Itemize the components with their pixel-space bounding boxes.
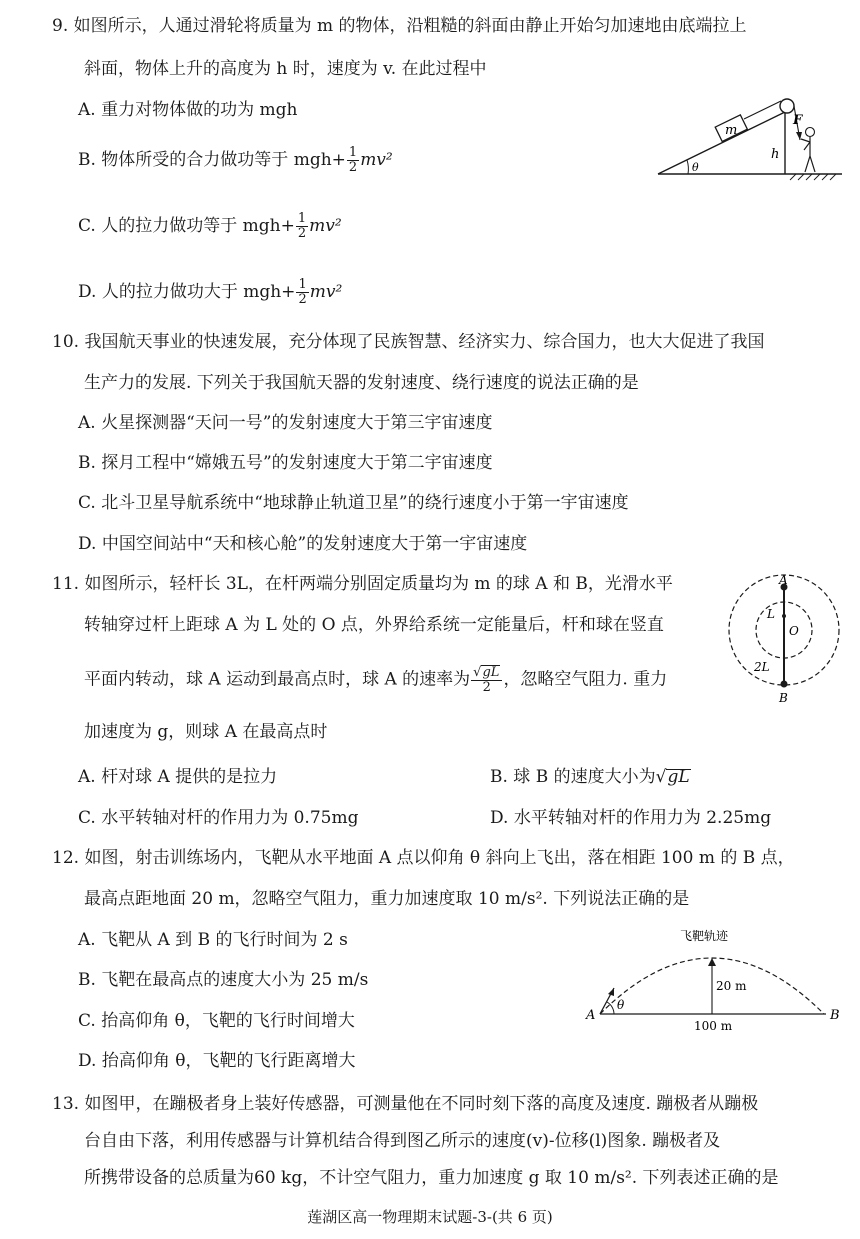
q9-height-label: h	[771, 147, 780, 162]
q11-speed-fraction: $\frac{√gL}{2}$	[471, 665, 502, 695]
q12-trajectory-title: 飞靶轨迹	[680, 929, 729, 943]
q9-option-d-mv2: mv²	[309, 282, 343, 302]
q12-angle-label: θ	[617, 998, 625, 1012]
q12-option-b: B. 飞靶在最高点的速度大小为 25 m/s	[78, 970, 369, 990]
q11-rod-rotation-diagram	[722, 568, 846, 708]
q9-incline-diagram	[650, 92, 850, 188]
q11-ball-a-label: A	[779, 573, 788, 587]
q9-option-d-fraction: $\frac{1}{2}$	[298, 277, 307, 307]
q10-stem-line2: 生产力的发展. 下列关于我国航天器的发射速度、绕行速度的说法正确的是	[84, 373, 639, 393]
q11-option-c: C. 水平转轴对杆的作用力为 0.75mg	[78, 808, 359, 828]
q11-stem-line4: 加速度为 g，则球 A 在最高点时	[84, 722, 328, 742]
q10-option-c: C. 北斗卫星导航系统中“地球静止轨道卫星”的绕行速度小于第一宇宙速度	[78, 493, 629, 513]
q11-pivot-label: O	[789, 624, 799, 638]
q9-option-b-mv2: mv²	[360, 150, 393, 170]
page-footer: 莲湖区高一物理期末试题-3-(共 6 页)	[307, 1208, 553, 1226]
q11-stem-line3	[84, 665, 667, 695]
q10-option-d: D. 中国空间站中“天和核心舱”的发射速度大于第一宇宙速度	[78, 534, 528, 554]
q11-option-d: D. 水平转轴对杆的作用力为 2.25mg	[490, 808, 772, 828]
q11-option-b-text: B. 球 B 的速度大小为	[490, 767, 656, 787]
q12-option-c: C. 抬高仰角 θ，飞靶的飞行时间增大	[78, 1011, 355, 1031]
q10-option-a: A. 火星探测器“天问一号”的发射速度大于第三宇宙速度	[78, 413, 493, 433]
q11-length-2l-label: 2L	[754, 660, 770, 674]
q12-stem-line1: 12. 如图，射击训练场内，飞靶从水平地面 A 点以仰角 θ 斜向上飞出，落在相距 100 m 的 B 点，	[52, 848, 795, 868]
q9-option-c-text: C. 人的拉力做功等于 mgh+	[78, 216, 295, 236]
q9-option-d-text: D. 人的拉力做功大于 mgh+	[78, 282, 296, 302]
q9-option-b-fraction: $\frac{1}{2}$	[348, 145, 358, 175]
q13-stem-line3: 所携带设备的总质量为60 kg，不计空气阻力，重力加速度 g 取 10 m/s². 下列表述正确的是	[84, 1168, 779, 1188]
q10-stem-line1: 10. 我国航天事业的快速发展，充分体现了民族智慧、经济实力、综合国力，也大大促进了我国	[52, 332, 765, 352]
q13-stem-line1: 13. 如图甲，在蹦极者身上装好传感器，可测量他在不同时刻下落的高度及速度. 蹦极者从蹦极	[52, 1094, 759, 1114]
q9-stem-line1: 9. 如图所示，人通过滑轮将质量为 m 的物体，沿粗糙的斜面由静止开始匀加速地由底端拉上	[52, 16, 747, 36]
q9-option-b	[78, 146, 393, 175]
q9-option-b-text: B. 物体所受的合力做功等于 mgh+	[78, 150, 346, 170]
q9-mass-label: m	[725, 123, 738, 138]
q9-option-a: A. 重力对物体做的功为 mgh	[78, 100, 298, 120]
q9-stem-line2: 斜面，物体上升的高度为 h 时，速度为 v. 在此过程中	[84, 59, 487, 79]
q11-stem-line3-text: 平面内转动，球 A 运动到最高点时，球 A 的速率为	[84, 669, 471, 690]
q12-stem-line2: 最高点距地面 20 m，忽略空气阻力，重力加速度取 10 m/s². 下列说法正确的是	[84, 889, 690, 909]
q12-point-a-label: A	[586, 1008, 596, 1023]
q11-stem-line1: 11. 如图所示，轻杆长 3L，在杆两端分别固定质量均为 m 的球 A 和 B，光滑水平	[52, 574, 673, 594]
q9-option-c-fraction: $\frac{1}{2}$	[297, 211, 307, 241]
q11-option-a: A. 杆对球 A 提供的是拉力	[78, 767, 278, 787]
q12-distance-label: 100 m	[694, 1019, 733, 1033]
q11-stem-line3-tail: ，忽略空气阻力. 重力	[503, 669, 668, 690]
q11-option-b: B. 球 B 的速度大小为√gL	[490, 767, 690, 787]
q11-option-b-sqrt: gL	[667, 767, 690, 787]
q9-angle-label: θ	[692, 161, 699, 174]
q9-option-d	[78, 278, 342, 307]
q12-trajectory-diagram	[580, 924, 850, 1036]
q9-option-c-mv2: mv²	[309, 216, 342, 236]
q9-force-label: F	[793, 113, 803, 128]
q12-point-b-label: B	[830, 1008, 840, 1023]
q10-option-b: B. 探月工程中“嫦娥五号”的发射速度大于第二宇宙速度	[78, 453, 493, 473]
q13-stem-line2: 台自由下落，利用传感器与计算机结合得到图乙所示的速度(v)-位移(l)图象. 蹦极者及	[84, 1131, 721, 1151]
q12-option-a: A. 飞靶从 A 到 B 的飞行时间为 2 s	[78, 930, 348, 950]
q11-ball-b-label: B	[779, 691, 788, 705]
q12-option-d: D. 抬高仰角 θ，飞靶的飞行距离增大	[78, 1051, 356, 1071]
q11-stem-line2: 转轴穿过杆上距球 A 为 L 处的 O 点，外界给系统一定能量后，杆和球在竖直	[84, 615, 664, 635]
q11-length-l-label: L	[767, 607, 775, 621]
q12-height-label: 20 m	[716, 979, 747, 993]
q9-option-c	[78, 212, 342, 241]
